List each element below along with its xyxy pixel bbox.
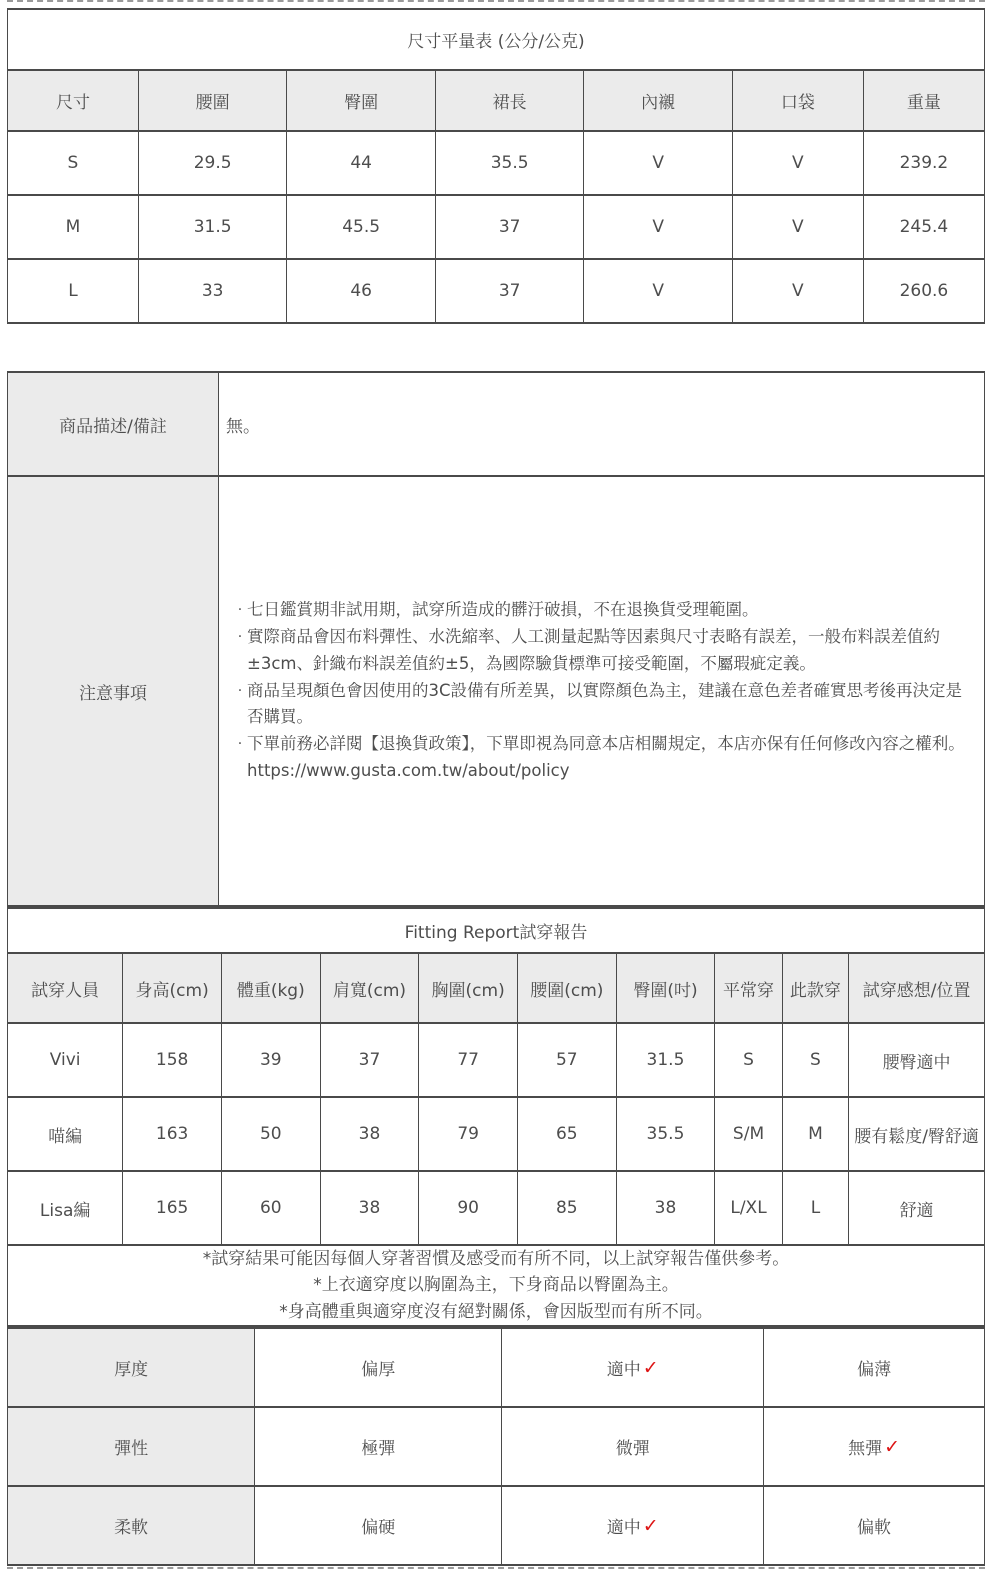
- description-value: 無。: [219, 372, 985, 476]
- notice-text: 實際商品會因布料彈性、水洗縮率、人工測量起點等因素與尺寸表略有誤差，一般布料誤差值約±3cm、針織布料誤差值約±5，為國際驗貨標準可接受範圍，不屬瑕疵定義。: [247, 627, 941, 673]
- check-icon: ✓: [884, 1436, 901, 1459]
- fitting-cell: L/XL: [715, 1171, 782, 1245]
- fitting-cell: 35.5: [616, 1097, 715, 1171]
- size-cell: V: [584, 195, 733, 259]
- table-row: [8, 195, 985, 259]
- fitting-footnote: *上衣適穿度以胸圍為主，下身商品以臀圍為主。: [313, 1275, 679, 1296]
- list-item: [233, 597, 972, 624]
- fitting-col-header: 臀圍(吋): [616, 953, 715, 1023]
- bullet-icon: ·: [237, 602, 243, 619]
- attribute-option: [502, 1407, 764, 1486]
- fitting-cell: 舒適: [849, 1171, 985, 1245]
- attribute-option-text: 適中: [606, 1360, 641, 1381]
- fitting-footnote-row: [8, 1245, 985, 1326]
- attribute-option: [764, 1486, 985, 1565]
- attribute-option-text: 偏硬: [361, 1518, 396, 1539]
- size-cell: V: [732, 131, 863, 195]
- attribute-option-text: 極彈: [361, 1439, 396, 1460]
- fitting-cell: Lisa編: [8, 1171, 123, 1245]
- size-cell: S: [8, 131, 139, 195]
- size-cell: V: [732, 195, 863, 259]
- fitting-col-header: 體重(kg): [221, 953, 320, 1023]
- fitting-cell: 79: [419, 1097, 518, 1171]
- attribute-option-text: 適中: [606, 1518, 641, 1539]
- table-row: [8, 259, 985, 323]
- size-table-title: 尺寸平量表 (公分/公克): [8, 9, 985, 70]
- size-col-header: 腰圍: [138, 70, 287, 131]
- size-cell: 245.4: [863, 195, 984, 259]
- fitting-report-title: Fitting Report試穿報告: [8, 908, 985, 953]
- table-row: [8, 1097, 985, 1171]
- spacer: [7, 324, 985, 371]
- size-cell: M: [8, 195, 139, 259]
- list-item: [233, 624, 972, 677]
- size-cell: 37: [435, 259, 584, 323]
- size-table-title-row: [8, 9, 985, 70]
- description-label: 商品描述/備註: [8, 372, 219, 476]
- fitting-footnote: *身高體重與適穿度沒有絕對關係，會因版型而有所不同。: [279, 1301, 713, 1322]
- fitting-report-title-row: [8, 908, 985, 953]
- attribute-option-text: 微彈: [615, 1439, 650, 1460]
- fitting-cell: 158: [123, 1023, 222, 1097]
- fitting-cell: 65: [517, 1097, 616, 1171]
- fitting-cell: 60: [221, 1171, 320, 1245]
- fitting-cell: 57: [517, 1023, 616, 1097]
- fitting-col-header: 肩寬(cm): [320, 953, 419, 1023]
- attribute-option: [764, 1328, 985, 1407]
- fitting-cell: 165: [123, 1171, 222, 1245]
- fitting-col-header: 平常穿: [715, 953, 782, 1023]
- notice-text: 七日鑑賞期非試用期，試穿所造成的髒汙破損，不在退換貨受理範圍。: [247, 600, 759, 620]
- attribute-label: 彈性: [8, 1407, 255, 1486]
- size-cell: 239.2: [863, 131, 984, 195]
- fitting-col-header: 腰圍(cm): [517, 953, 616, 1023]
- fitting-cell: S/M: [715, 1097, 782, 1171]
- fitting-cell: 腰臀適中: [849, 1023, 985, 1097]
- bullet-icon: ·: [237, 736, 243, 753]
- size-cell: 46: [287, 259, 436, 323]
- table-row: [8, 1171, 985, 1245]
- fitting-col-header: 試穿感想/位置: [849, 953, 985, 1023]
- size-cell: 31.5: [138, 195, 287, 259]
- fitting-cell: M: [782, 1097, 848, 1171]
- size-cell: 37: [435, 195, 584, 259]
- attribute-label: 厚度: [8, 1328, 255, 1407]
- attribute-table: [7, 1327, 985, 1566]
- fitting-cell: L: [782, 1171, 848, 1245]
- fitting-cell: 77: [419, 1023, 518, 1097]
- size-cell: 44: [287, 131, 436, 195]
- check-icon: ✓: [642, 1515, 659, 1538]
- size-cell: V: [584, 131, 733, 195]
- notice-text: 商品呈現顏色會因使用的3C設備有所差異，以實際顏色為主，建議在意色差者確實思考後再決定是否購買。: [247, 680, 963, 727]
- size-cell: 45.5: [287, 195, 436, 259]
- fitting-cell: S: [715, 1023, 782, 1097]
- list-item: [233, 731, 972, 784]
- attribute-option-text: 偏薄: [857, 1360, 892, 1381]
- size-col-header: 尺寸: [8, 70, 139, 131]
- fitting-cell: 38: [320, 1097, 419, 1171]
- size-col-header: 臀圍: [287, 70, 436, 131]
- size-cell: V: [584, 259, 733, 323]
- table-row: [8, 1486, 985, 1565]
- fitting-cell: Vivi: [8, 1023, 123, 1097]
- fitting-cell: 37: [320, 1023, 419, 1097]
- attribute-option-text: 偏軟: [857, 1518, 892, 1539]
- table-row: [8, 131, 985, 195]
- size-cell: 33: [138, 259, 287, 323]
- fitting-cell: 喵編: [8, 1097, 123, 1171]
- fitting-cell: 38: [320, 1171, 419, 1245]
- size-cell: 260.6: [863, 259, 984, 323]
- fitting-cell: 39: [221, 1023, 320, 1097]
- attribute-option: [255, 1486, 502, 1565]
- fitting-cell: 腰有鬆度/臀舒適: [849, 1097, 985, 1171]
- fitting-cell: 163: [123, 1097, 222, 1171]
- table-row: [8, 1328, 985, 1407]
- size-cell: 35.5: [435, 131, 584, 195]
- check-icon: ✓: [642, 1357, 659, 1380]
- size-col-header: 內襯: [584, 70, 733, 131]
- size-table-header-row: [8, 70, 985, 131]
- size-col-header: 口袋: [732, 70, 863, 131]
- table-row: [8, 476, 985, 906]
- attribute-label: 柔軟: [8, 1486, 255, 1565]
- fitting-cell: S: [782, 1023, 848, 1097]
- size-cell: L: [8, 259, 139, 323]
- table-row: [8, 372, 985, 476]
- fitting-cell: 50: [221, 1097, 320, 1171]
- fitting-cell: 90: [419, 1171, 518, 1245]
- attribute-option-text: 無彈: [848, 1439, 883, 1460]
- attribute-option-selected: [502, 1486, 764, 1565]
- table-row: [8, 1407, 985, 1486]
- dashed-separator-top: [7, 0, 985, 2]
- list-item: [233, 678, 972, 731]
- attribute-option-selected: [764, 1407, 985, 1486]
- size-table: [7, 8, 985, 324]
- fitting-report-table: [7, 907, 985, 1327]
- fitting-cell: 38: [616, 1171, 715, 1245]
- fitting-col-header: 此款穿: [782, 953, 848, 1023]
- fitting-col-header: 試穿人員: [8, 953, 123, 1023]
- size-col-header: 重量: [863, 70, 984, 131]
- bullet-icon: ·: [237, 629, 243, 646]
- notice-text: 下單前務必詳閱【退換貨政策】，下單即視為同意本店相關規定，本店亦保有任何修改內容之權利。https://www.gusta.com.tw/about/policy: [247, 734, 965, 780]
- size-cell: V: [732, 259, 863, 323]
- notice-label: 注意事項: [8, 476, 219, 906]
- attribute-option-selected: [502, 1328, 764, 1407]
- fitting-cell: 31.5: [616, 1023, 715, 1097]
- size-cell: 29.5: [138, 131, 287, 195]
- size-col-header: 裙長: [435, 70, 584, 131]
- attribute-option-text: 偏厚: [361, 1360, 396, 1381]
- fitting-col-header: 身高(cm): [123, 953, 222, 1023]
- fitting-col-header: 胸圍(cm): [419, 953, 518, 1023]
- fitting-footnote: *試穿結果可能因每個人穿著習慣及感受而有所不同，以上試穿報告僅供參考。: [202, 1249, 790, 1269]
- table-row: [8, 1023, 985, 1097]
- bullet-icon: ·: [237, 682, 243, 699]
- attribute-option: [255, 1407, 502, 1486]
- fitting-cell: 85: [517, 1171, 616, 1245]
- fitting-report-header-row: [8, 953, 985, 1023]
- attribute-option: [255, 1328, 502, 1407]
- description-notice-table: [7, 371, 985, 907]
- notice-list: [225, 597, 972, 784]
